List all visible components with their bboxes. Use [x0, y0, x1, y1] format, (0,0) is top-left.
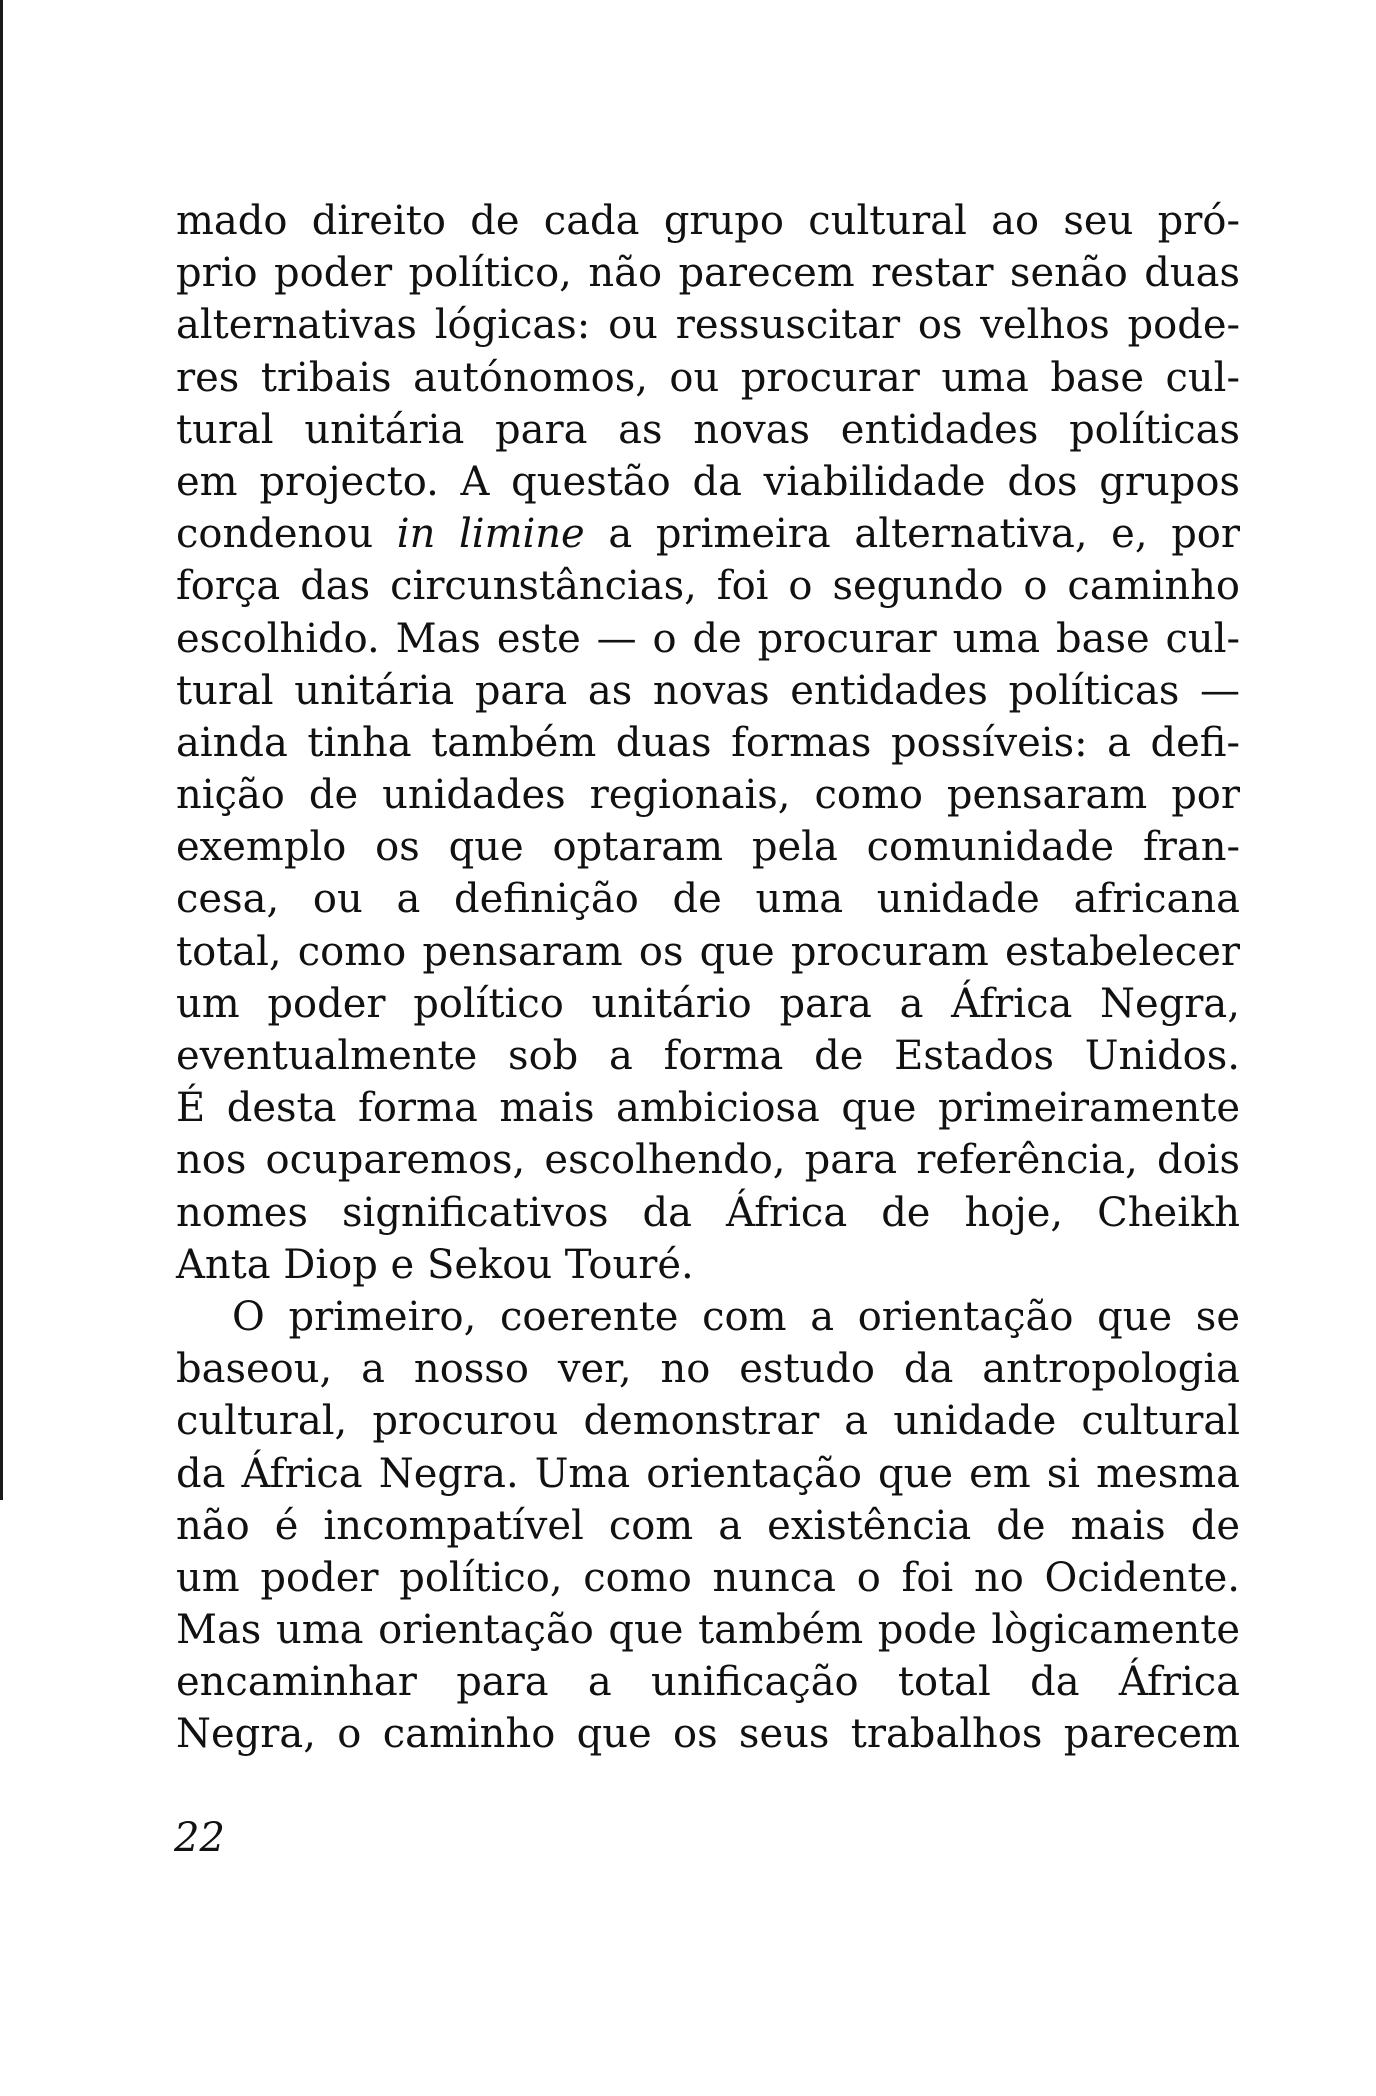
text-line: eventualmente sob a forma de Estados Unidos. — [176, 1033, 1240, 1079]
text-line: um poder político unitário para a África Negra, — [176, 980, 1240, 1027]
text-line: escolhido. Mas este — o de procurar uma base cul- — [176, 615, 1240, 662]
text-line: tural unitária para as novas entidades políticas — [176, 406, 1240, 453]
text-line: Negra, o caminho que os seus trabalhos parecem — [176, 1711, 1240, 1758]
text-line: cesa, ou a definição de uma unidade africana — [176, 876, 1240, 923]
text-segment: condenou — [176, 511, 397, 558]
text-line: em projecto. A questão da viabilidade dos grupos — [176, 458, 1240, 505]
text-line: exemplo os que optaram pela comunidade fran- — [176, 824, 1240, 871]
text-line: prio poder político, não parecem restar senão duas — [176, 250, 1240, 297]
text-line: res tribais autónomos, ou procurar uma base cul- — [176, 354, 1240, 401]
text-line: baseou, a nosso ver, no estudo da antropologia — [176, 1346, 1240, 1393]
text-line: um poder político, como nunca o foi no Ocidente. — [176, 1554, 1240, 1601]
body-text — [176, 195, 1240, 1761]
text-line: encaminhar para a unificação total da África — [176, 1659, 1240, 1706]
text-line: nos ocuparemos, escolhendo, para referência, dois — [176, 1137, 1240, 1184]
text-line: nição de unidades regionais, como pensaram por — [176, 772, 1240, 819]
text-line: O primeiro, coerente com a orientação que se — [232, 1293, 1240, 1340]
text-line: da África Negra. Uma orientação que em si mesma — [176, 1450, 1240, 1497]
text-line: Anta Diop e Sekou Touré. — [176, 1241, 694, 1288]
page-edge-shadow — [0, 0, 3, 1500]
text-line: É desta forma mais ambiciosa que primeiramente — [176, 1085, 1240, 1132]
text-line: total, como pensaram os que procuram estabelecer — [176, 928, 1240, 975]
page-number: 22 — [174, 1815, 225, 1861]
text-line: cultural, procurou demonstrar a unidade cultural — [176, 1398, 1240, 1445]
text-line: não é incompatível com a existência de mais de — [176, 1502, 1240, 1549]
text-line: alternativas lógicas: ou ressuscitar os velhos pode- — [176, 302, 1240, 349]
text-line: ainda tinha também duas formas possíveis: a defi- — [176, 719, 1240, 766]
text-line: força das circunstâncias, foi o segundo o caminho — [176, 563, 1240, 610]
text-line: nomes significativos da África de hoje, Cheikh — [176, 1189, 1240, 1236]
text-line: mado direito de cada grupo cultural ao seu pró- — [176, 198, 1240, 244]
text-line — [176, 508, 1240, 560]
italic-phrase: in limine — [396, 511, 585, 558]
text-segment: a primeira alternativa, e, por — [584, 511, 1241, 558]
text-line: Mas uma orientação que também pode lògicamente — [176, 1607, 1240, 1654]
text-line: tural unitária para as novas entidades políticas — — [176, 667, 1240, 714]
